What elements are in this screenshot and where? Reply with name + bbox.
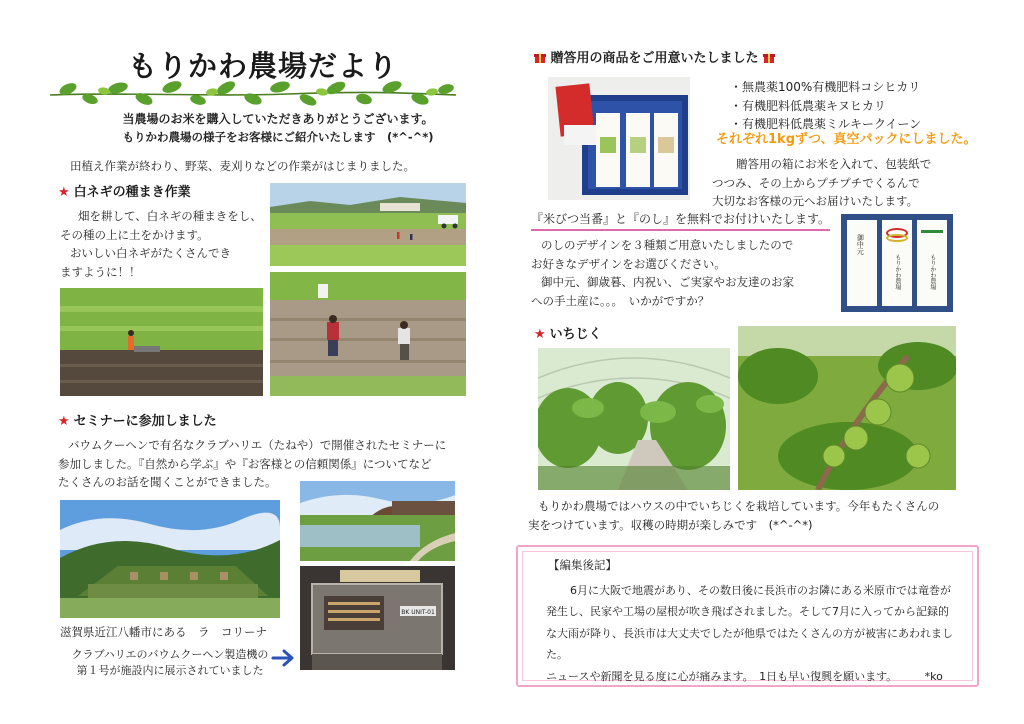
gift-line: つつみ、その上からプチプチでくるんで bbox=[712, 175, 920, 190]
fig-line: 実をつけています。収穫の時期が楽しみです (*^-^*) bbox=[528, 517, 813, 532]
noshi-name: もりかわ農場 bbox=[928, 254, 936, 290]
thanks-line-1: 当農場のお米を購入していただきありがとうございます。 bbox=[122, 112, 434, 126]
gift-icon bbox=[763, 51, 775, 63]
fig-heading bbox=[534, 325, 602, 345]
building-caption: 滋賀県近江八幡市にある ラ コリーナ bbox=[60, 625, 267, 639]
star-icon: ★ bbox=[58, 185, 70, 200]
noshi-line: への手土産に。。。 いかがですか？ bbox=[531, 293, 710, 308]
noshi-line: のしのデザインを３種類ご用意いたしましたので bbox=[541, 238, 794, 252]
fig-body bbox=[528, 497, 968, 534]
machine-plate-label: BK UNIT-01 bbox=[401, 609, 435, 616]
star-icon: ★ bbox=[534, 327, 546, 342]
gift-heading bbox=[534, 49, 775, 69]
gift-bullet-item: ・有機肥料低農薬ミルキークイーン bbox=[730, 117, 922, 132]
noshi-designs-photo bbox=[841, 214, 953, 312]
noshi-green-band bbox=[921, 230, 943, 233]
editor-note-title: 【編集後記】 bbox=[548, 558, 617, 572]
editor-note-line: な大雨が降り、長浜市は大丈夫でしたが他県ではたくさんの方が被害にあわれました。 bbox=[546, 626, 953, 662]
thanks-line-2: もりかわ農場の様子をお客様にご紹介いたします (*^-^*) bbox=[122, 130, 434, 144]
noshi-line: お好きなデザインをお選びください。 bbox=[531, 256, 726, 271]
seminar-line: バウムクーヘンで有名なクラブハリエ（たねや）で開催されたセミナーに bbox=[68, 438, 447, 452]
seminar-heading bbox=[58, 412, 217, 432]
machine-caption-line: 第１号が施設内に展示されていました bbox=[76, 663, 264, 677]
fig-line: もりかわ農場ではハウスの中でいちじくを栽培しています。今年もたくさんの bbox=[538, 499, 940, 513]
noshi-name: もりかわ農場 bbox=[893, 254, 901, 290]
seminar-heading-text: セミナーに参加しました bbox=[73, 414, 217, 429]
intro-text: 田植え作業が終わり、野菜、麦刈りなどの作業がはじまりました。 bbox=[70, 159, 415, 173]
newsletter-title: もりかわ農場だより bbox=[127, 49, 398, 83]
fig-fruit-photo bbox=[738, 326, 956, 490]
noshi-line: 御中元、御歳暮、内祝い、ご実家やお友達のお家 bbox=[541, 275, 794, 290]
noshi-design-card bbox=[882, 220, 912, 306]
gift-box-photo bbox=[548, 77, 690, 200]
seminar-line: 参加しました。『自然から学ぶ』や『お客様との信頼関係』についてなど bbox=[58, 456, 432, 471]
fig-greenhouse-photo bbox=[538, 348, 730, 490]
leaf-vine-icon bbox=[48, 80, 458, 106]
noshi-label: 御中元 bbox=[856, 233, 865, 255]
noshi-design-card bbox=[917, 220, 947, 306]
negi-line: その種の上に土をかけます。 bbox=[60, 227, 209, 242]
arrow-right-icon bbox=[271, 648, 297, 668]
negi-heading bbox=[58, 183, 191, 203]
gift-body bbox=[712, 155, 982, 211]
gift-bullet-item: ・有機肥料低農薬キヌヒカリ bbox=[730, 98, 886, 113]
negi-field-photo-2 bbox=[60, 288, 263, 396]
free-service-title: 『米びつ当番』と『のし』を無料でお付けいたします。 bbox=[531, 210, 830, 231]
negi-body bbox=[60, 207, 270, 282]
editor-note-body bbox=[546, 580, 966, 687]
gift-heading-text: 贈答用の商品をご用意いたしました bbox=[550, 51, 759, 66]
baumkuchen-machine-photo bbox=[300, 566, 455, 670]
negi-line: 畑を耕して、白ネギの種まきをし、 bbox=[78, 209, 262, 223]
negi-field-photo-1 bbox=[270, 183, 466, 266]
gift-icon bbox=[534, 51, 546, 63]
negi-heading-text: 白ネギの種まき作業 bbox=[73, 185, 191, 200]
editor-note-line: 6月に大阪で地震があり、その数日後に長浜市のお隣にある米原市では竜巻が bbox=[570, 584, 951, 597]
negi-line: ますように！！ bbox=[60, 264, 141, 279]
seminar-line: たくさんのお話を聞くことができました。 bbox=[58, 475, 277, 490]
negi-field-photo-3 bbox=[270, 272, 466, 396]
la-collina-field-photo bbox=[300, 481, 455, 561]
gift-line: 贈答用の箱にお米を入れて、包装紙で bbox=[736, 157, 932, 171]
noshi-design-card bbox=[847, 220, 877, 306]
vacuum-pack-highlight: それぞれ1kgずつ、真空パックにしました。 bbox=[716, 132, 977, 147]
machine-caption-line: クラブハリエのバウムクーヘン製造機の bbox=[71, 648, 269, 661]
fig-heading-text: いちじく bbox=[549, 327, 602, 342]
mizuhiki-gold bbox=[886, 234, 908, 242]
noshi-body bbox=[531, 236, 831, 311]
star-icon: ★ bbox=[58, 414, 70, 429]
gift-bullet-item: ・無農薬100%有機肥料コシヒカリ bbox=[730, 80, 921, 94]
editor-note-line: 発生し、民家や工場の屋根が吹き飛ばされました。そして7月に入ってから記録的 bbox=[546, 605, 949, 619]
machine-caption bbox=[70, 647, 270, 679]
editor-note-line: ニュースや新聞を見る度に心が痛みます。 1日も早い復興を願います。 *ko bbox=[546, 669, 943, 683]
negi-line: おいしい白ネギがたくさんでき bbox=[70, 246, 231, 261]
la-collina-building-photo bbox=[60, 500, 280, 618]
gift-bullet-list bbox=[730, 78, 921, 134]
gift-line: 大切なお客様の元へお届けいたします。 bbox=[712, 194, 919, 209]
